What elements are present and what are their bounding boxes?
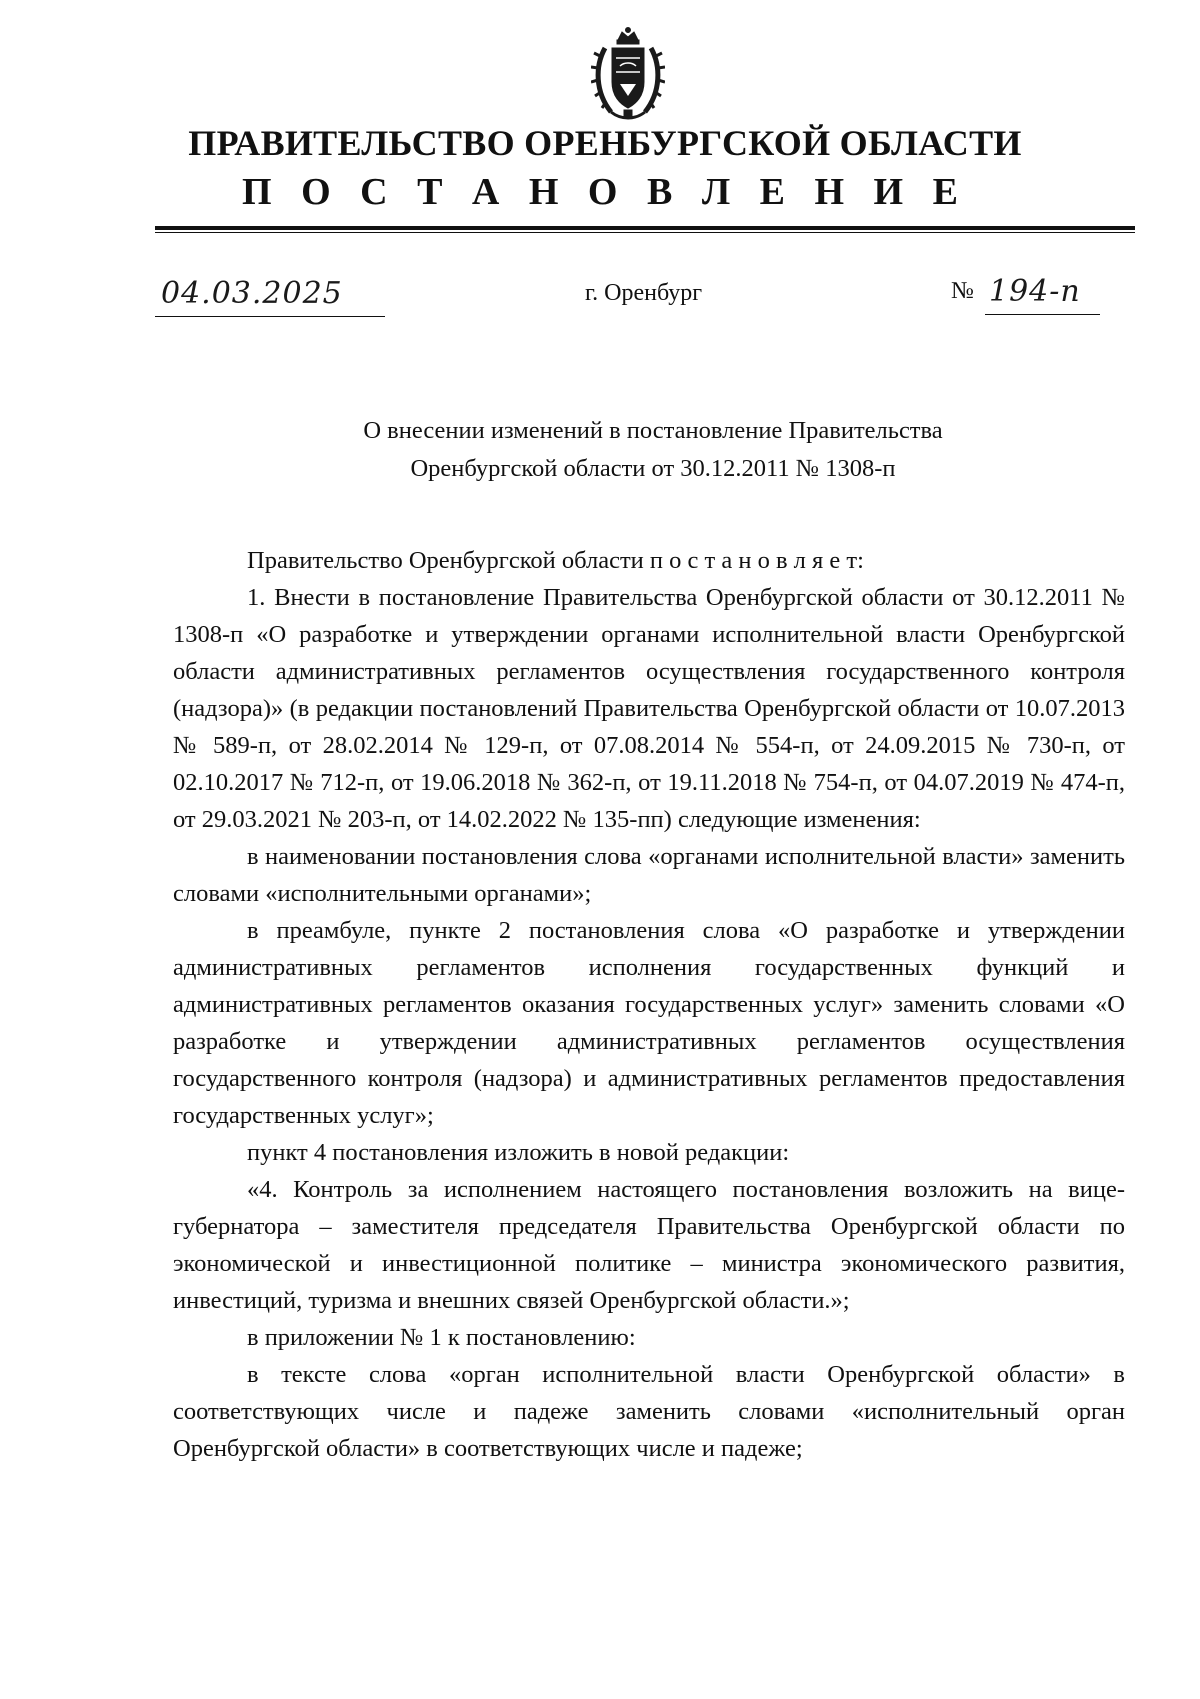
- body-paragraph: в приложении № 1 к постановлению:: [247, 1324, 636, 1351]
- subject-line-1: О внесении изменений в постановление Правительства: [363, 417, 943, 444]
- preamble-paragraph: [173, 542, 1125, 579]
- number-sign: №: [951, 278, 974, 304]
- header-divider-thick: [155, 226, 1135, 230]
- subject-line-2: Оренбургской области от 30.12.2011 № 1308-п: [410, 455, 896, 482]
- body-paragraph: пункт 4 постановления изложить в новой редакции:: [247, 1139, 790, 1166]
- body-paragraph: 1. Внести в постановление Правительства Оренбургской области от 30.12.2011 № 1308-п «О разработке и утверждении органами исполнительной власти Оренбургской области административных регламентов осуществления государственного контроля (надзора)» (в редакции постановлений Правительства Оренбургской области от 10.07.2013 № 589-п, от 28.02.2014 № 129-п, от 07.08.2014 № 554-п, от 24.09.2015 № 730-п, от 02.10.2017 № 712-п, от 19.06.2018 № 362-п, от 19.11.2018 № 754-п, от 04.07.2019 № 474-п, от 29.03.2021 № 203-п, от 14.02.2022 № 135-пп) следующие изменения:: [173, 584, 1125, 833]
- header-divider-thin: [155, 232, 1135, 233]
- preamble-text: Правительство Оренбургской области: [247, 547, 650, 574]
- city-label: г. Оренбург: [585, 280, 703, 306]
- body-paragraph: в преамбуле, пункте 2 постановления слова «О разработке и утверждении административных регламентов исполнения государственных функций и административных регламентов оказания государственных услуг» заменить словами «О разработке и утверждении административных регламентов осуществления государственного контроля (надзора) и административных регламентов предоставления государственных услуг»;: [173, 917, 1125, 1129]
- body-paragraph: «4. Контроль за исполнением настоящего постановления возложить на вице-губернатора – заместителя председателя Правительства Оренбургской области по экономической и инвестиционной политике – министра экономического развития, инвестиций, туризма и внешних связей Оренбургской области.»;: [173, 1176, 1125, 1314]
- body-paragraph: в наименовании постановления слова «органами исполнительной власти» заменить словами «исполнительными органами»;: [173, 843, 1125, 907]
- body-paragraph: в тексте слова «орган исполнительной власти Оренбургской области» в соответствующих числе и падеже заменить словами «исполнительный орган Оренбургской области» в соответствующих числе и падеже;: [173, 1361, 1125, 1462]
- date-field: [155, 276, 385, 317]
- document-subject: [0, 412, 1200, 488]
- document-type-title: П О С Т А Н О В Л Е Н И Е: [242, 171, 968, 213]
- number-field: [985, 276, 1100, 315]
- handwritten-number: 194-п: [989, 274, 1081, 309]
- coat-of-arms-icon: [591, 26, 665, 122]
- handwritten-date: 04.03.2025: [161, 276, 343, 311]
- organization-title: ПРАВИТЕЛЬСТВО ОРЕНБУРГСКОЙ ОБЛАСТИ: [188, 123, 1022, 163]
- document-body: [173, 542, 1125, 1467]
- preamble-verb: п о с т а н о в л я е т:: [649, 547, 864, 574]
